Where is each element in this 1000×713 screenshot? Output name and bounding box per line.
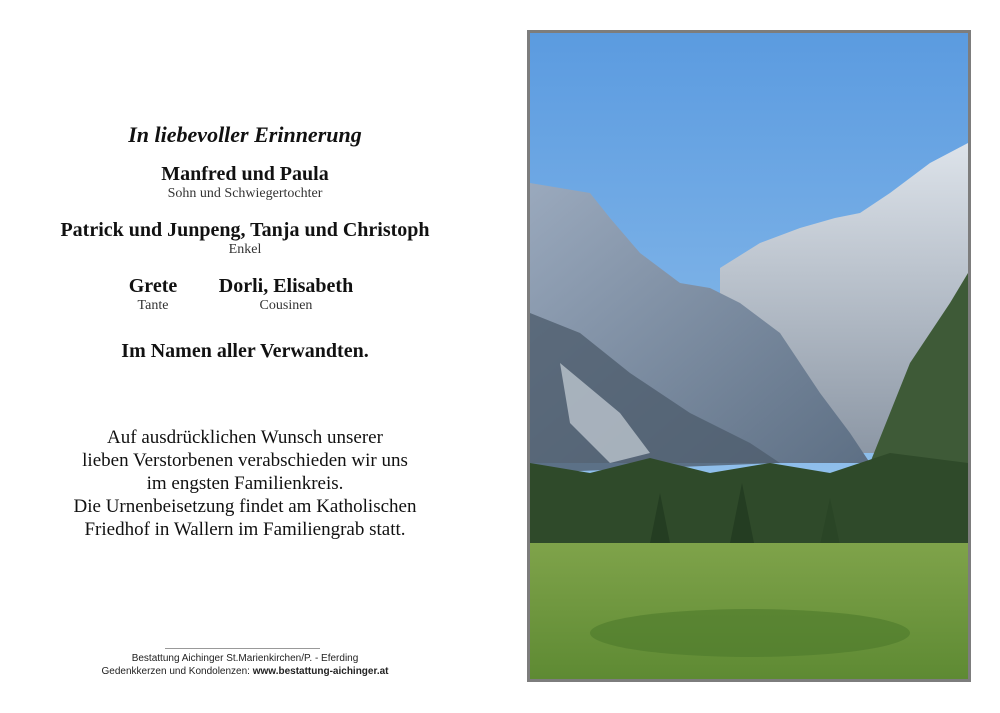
mourner-pair-row	[0, 274, 490, 318]
closing-line: Im Namen aller Verwandten.	[121, 340, 369, 362]
farewell-message	[0, 426, 490, 541]
message-line: im engsten Familienkreis.	[146, 473, 344, 494]
memorial-heading: In liebevoller Erinnerung	[128, 122, 362, 147]
mourner-group-aunt	[118, 274, 188, 314]
mourner-names: Patrick und Junpeng, Tanja und Christoph	[60, 219, 430, 241]
condolence-line	[0, 665, 490, 678]
condolence-label: Gedenkkerzen und Kondolenzen:	[101, 666, 253, 677]
mourner-names: Manfred und Paula	[161, 163, 329, 185]
message-line: lieben Verstorbenen verabschieden wir uns	[82, 450, 408, 471]
funeral-home-name: Bestattung Aichinger St.Marienkirchen/P. - Eferding	[131, 653, 359, 664]
website-link[interactable]: www.bestattung-aichinger.at	[252, 666, 389, 677]
meadow-shrubs	[590, 609, 910, 657]
mourner-names: Dorli, Elisabeth	[218, 275, 354, 297]
mourner-names: Grete	[128, 275, 178, 297]
message-line: Die Urnenbeisetzung findet am Katholischen	[73, 496, 417, 517]
mourner-relation: Enkel	[228, 242, 262, 257]
message-line: Auf ausdrücklichen Wunsch unserer	[107, 427, 383, 448]
obituary-text-panel	[0, 0, 490, 713]
mourner-group-cousins	[208, 274, 364, 314]
funeral-home-footer	[0, 652, 490, 678]
footer-divider	[165, 648, 320, 649]
landscape-photo	[527, 30, 971, 682]
mourner-group-son	[0, 162, 490, 202]
message-line: Friedhof in Wallern im Familiengrab statt.	[84, 519, 406, 540]
mourner-relation: Cousinen	[259, 298, 313, 313]
mourner-group-grandchildren	[0, 218, 490, 258]
mourner-relation: Sohn und Schwiegertochter	[167, 186, 323, 201]
mourner-relation: Tante	[137, 298, 169, 313]
mountain-valley-photo	[530, 33, 968, 679]
